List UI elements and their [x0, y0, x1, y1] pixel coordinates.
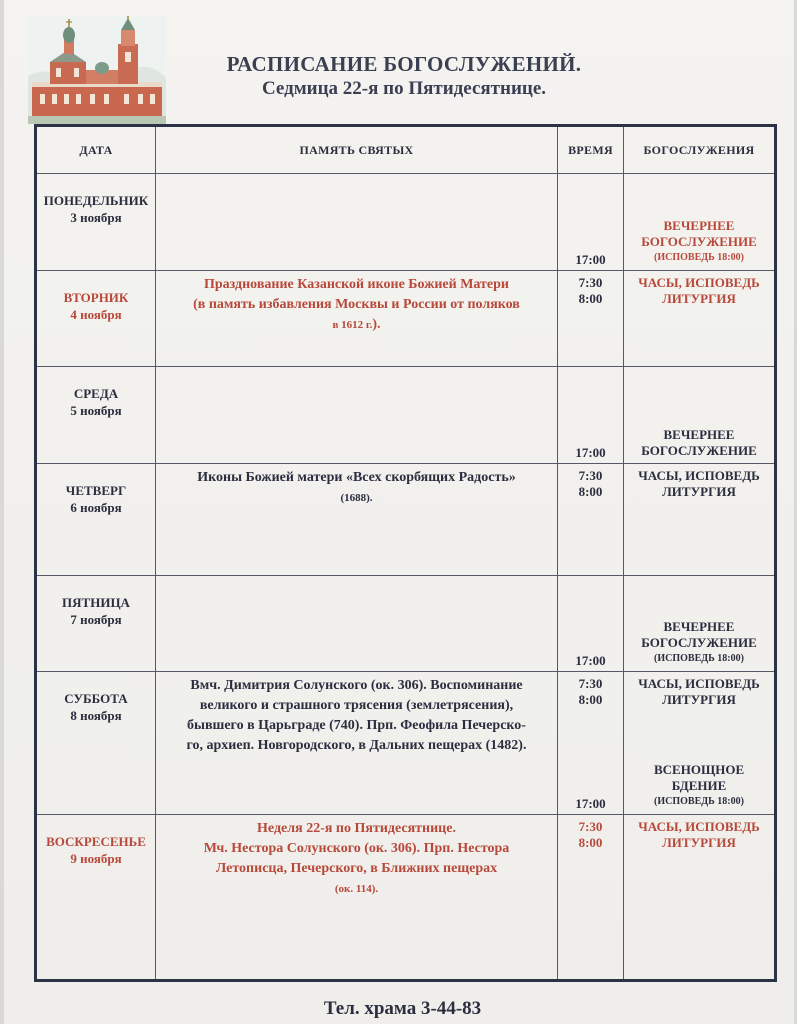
time-start: 8:00 [578, 291, 603, 306]
time-evening: 17:00 [575, 653, 606, 668]
date-cell [36, 815, 156, 981]
day-date: 4 ноября [70, 307, 122, 322]
church-illustration-icon [28, 16, 166, 124]
memory-line [164, 315, 549, 335]
time-start: 8:00 [578, 692, 603, 707]
time-evening: 17:00 [575, 252, 606, 267]
day-date: 5 ноября [70, 403, 122, 418]
service-confession-note: (ИСПОВЕДЬ 18:00) [654, 796, 744, 807]
day-name: ПОНЕДЕЛЬНИК [43, 193, 149, 208]
service-evening: ВСЕНОЩНОЕ БДЕНИЕ [654, 762, 745, 793]
time-start: 7:30 [578, 275, 603, 290]
memory-cell [156, 672, 558, 815]
table-row [36, 367, 776, 464]
schedule-table [34, 124, 777, 982]
table-row [36, 815, 776, 981]
day-name: СРЕДА [73, 386, 119, 401]
day-name: ЧЕТВЕРГ [65, 483, 127, 498]
time-cell [558, 174, 624, 271]
date-cell [36, 174, 156, 271]
day-date: 8 ноября [70, 708, 122, 723]
service-item: ЧАСЫ, ИСПОВЕДЬ [638, 275, 760, 290]
column-header-time: ВРЕМЯ [558, 126, 624, 174]
services-cell [624, 576, 776, 672]
table-row [36, 576, 776, 672]
time-start: 7:30 [578, 819, 603, 834]
time-cell [558, 464, 624, 576]
time-start: 7:30 [578, 468, 603, 483]
time-cell [558, 271, 624, 367]
date-cell [36, 672, 156, 815]
table-row [36, 464, 776, 576]
page-title: РАСПИСАНИЕ БОГОСЛУЖЕНИЙ. [226, 52, 582, 76]
column-header-services: БОГОСЛУЖЕНИЯ [624, 126, 776, 174]
service-evening: ВЕЧЕРНЕЕ БОГОСЛУЖЕНИЕ [641, 218, 757, 249]
service-evening: ВЕЧЕРНЕЕ БОГОСЛУЖЕНИЕ [641, 427, 757, 458]
services-cell [624, 815, 776, 981]
day-name: ВТОРНИК [63, 290, 129, 305]
day-date: 7 ноября [70, 612, 122, 627]
service-item: ЧАСЫ, ИСПОВЕДЬ [638, 819, 760, 834]
date-cell [36, 271, 156, 367]
service-item: ЛИТУРГИЯ [662, 484, 736, 499]
memory-line: Вмч. Димитрия Солунского (ок. 306). Воспоминание [190, 678, 523, 693]
time-start: 8:00 [578, 835, 603, 850]
memory-line: го, архиеп. Новгородского, в Дальних пещерах (1482). [186, 738, 527, 753]
memory-line: бывшего в Царьграде (740). Прп. Феофила Печерско- [187, 718, 526, 733]
memory-line: Празднование Казанской иконе Божией Матери [203, 277, 509, 292]
day-date: 3 ноября [70, 210, 122, 225]
time-cell [558, 815, 624, 981]
service-evening: ВЕЧЕРНЕЕ БОГОСЛУЖЕНИЕ [641, 619, 757, 650]
time-evening: 17:00 [575, 445, 606, 460]
table-row [36, 271, 776, 367]
day-date: 6 ноября [70, 500, 122, 515]
date-cell [36, 464, 156, 576]
service-item: ЛИТУРГИЯ [662, 291, 736, 306]
column-header-date: ДАТА [36, 126, 156, 174]
service-item: ЛИТУРГИЯ [662, 692, 736, 707]
memory-cell [156, 815, 558, 981]
day-date: 9 ноября [70, 851, 122, 866]
time-cell [558, 576, 624, 672]
memory-line: Мч. Нестора Солунского (ок. 306). Прп. Нестора [203, 841, 510, 856]
day-name: СУББОТА [64, 691, 128, 706]
memory-line: Иконы Божией матери «Всех скорбящих Радость» [197, 470, 516, 485]
schedule-sheet [4, 0, 794, 1024]
table-header-row [36, 126, 776, 174]
services-cell [624, 464, 776, 576]
table-row [36, 174, 776, 271]
day-name: ПЯТНИЦА [62, 595, 130, 610]
time-cell [558, 672, 624, 815]
service-item: ЛИТУРГИЯ [662, 835, 736, 850]
memory-line: Неделя 22-я по Пятидесятнице. [257, 821, 456, 836]
memory-line: (в память избавления Москвы и России от поляков [193, 297, 520, 312]
time-start: 7:30 [578, 676, 603, 691]
date-cell [36, 576, 156, 672]
service-item: ЧАСЫ, ИСПОВЕДЬ [638, 676, 760, 691]
services-cell [624, 672, 776, 815]
services-cell [624, 174, 776, 271]
column-header-memory: ПАМЯТЬ СВЯТЫХ [156, 126, 558, 174]
services-cell [624, 271, 776, 367]
memory-cell [156, 271, 558, 367]
services-cell [624, 367, 776, 464]
memory-cell [156, 464, 558, 576]
time-cell [558, 367, 624, 464]
memory-line: великого и страшного трясения (землетрясения), [199, 698, 514, 713]
memory-year: (ок. 114). [334, 883, 379, 895]
time-evening: 17:00 [575, 796, 606, 811]
service-item: ЧАСЫ, ИСПОВЕДЬ [638, 468, 760, 483]
memory-year: в 1612 г. [332, 319, 373, 331]
service-confession-note: (ИСПОВЕДЬ 18:00) [654, 653, 744, 664]
memory-tail: ). [372, 317, 381, 332]
date-cell [36, 367, 156, 464]
memory-year: (1688). [340, 492, 373, 504]
day-name: ВОСКРЕСЕНЬЕ [46, 834, 146, 849]
memory-cell [156, 174, 558, 271]
page-subtitle: Седмица 22-я по Пятидесятнице. [261, 78, 547, 99]
table-row [36, 672, 776, 815]
memory-cell [156, 576, 558, 672]
church-phone: Тел. храма 3-44-83 [323, 998, 482, 1019]
service-confession-note: (ИСПОВЕДЬ 18:00) [654, 252, 744, 263]
time-start: 8:00 [578, 484, 603, 499]
memory-line: Летописца, Печерского, в Ближних пещерах [215, 861, 498, 876]
memory-cell [156, 367, 558, 464]
